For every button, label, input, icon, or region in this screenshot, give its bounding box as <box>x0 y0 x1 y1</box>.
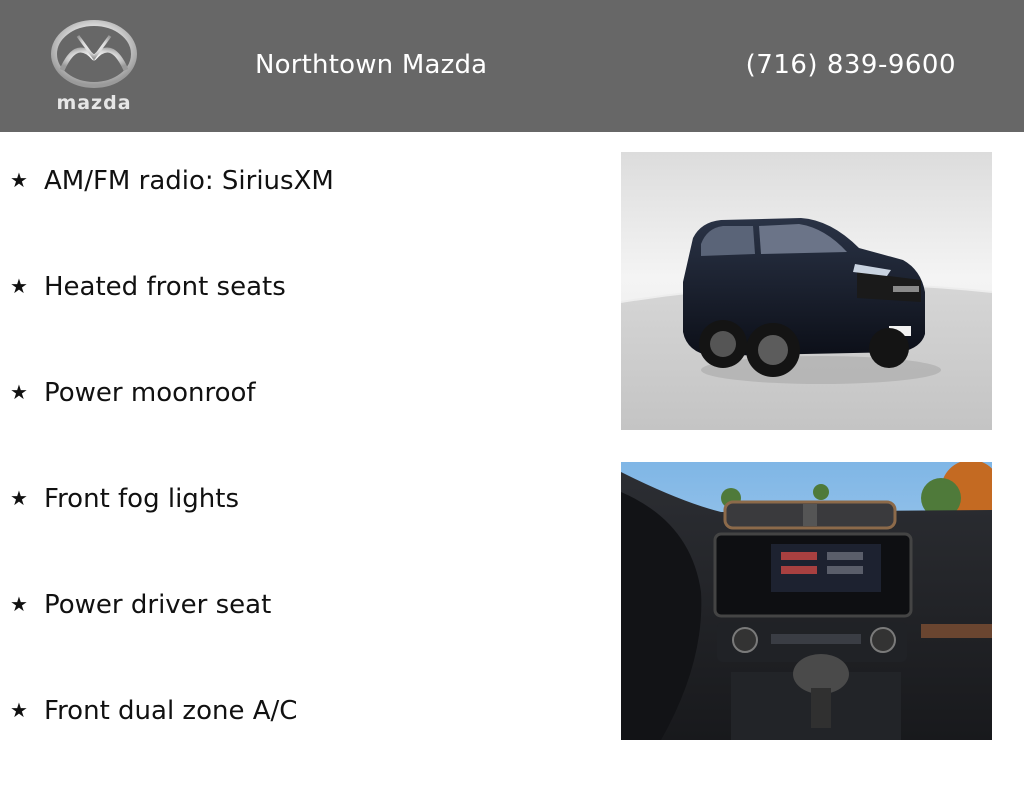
feature-item <box>10 258 590 364</box>
star-icon: ★ <box>10 486 28 510</box>
mazda-wordmark: mazda <box>56 92 132 114</box>
feature-item <box>10 470 590 576</box>
vehicle-interior-photo[interactable] <box>621 462 992 740</box>
dealer-name: Northtown Mazda <box>255 50 488 80</box>
mazda-logo <box>40 18 148 114</box>
feature-label: Heated front seats <box>44 272 286 302</box>
star-icon: ★ <box>10 380 28 404</box>
feature-item <box>10 152 590 258</box>
vehicle-exterior-photo[interactable] <box>621 152 992 430</box>
star-icon: ★ <box>10 698 28 722</box>
feature-item <box>10 576 590 682</box>
feature-label: Front dual zone A/C <box>44 696 298 726</box>
feature-label: Front fog lights <box>44 484 240 514</box>
feature-item <box>10 682 590 788</box>
feature-label: Power moonroof <box>44 378 256 408</box>
feature-label: Power driver seat <box>44 590 272 620</box>
dealer-phone[interactable]: (716) 839-9600 <box>745 50 956 80</box>
star-icon: ★ <box>10 168 28 192</box>
star-icon: ★ <box>10 592 28 616</box>
header-bar <box>0 0 1024 132</box>
feature-label: AM/FM radio: SiriusXM <box>44 166 334 196</box>
star-icon: ★ <box>10 274 28 298</box>
feature-item <box>10 364 590 470</box>
feature-list <box>10 152 590 788</box>
